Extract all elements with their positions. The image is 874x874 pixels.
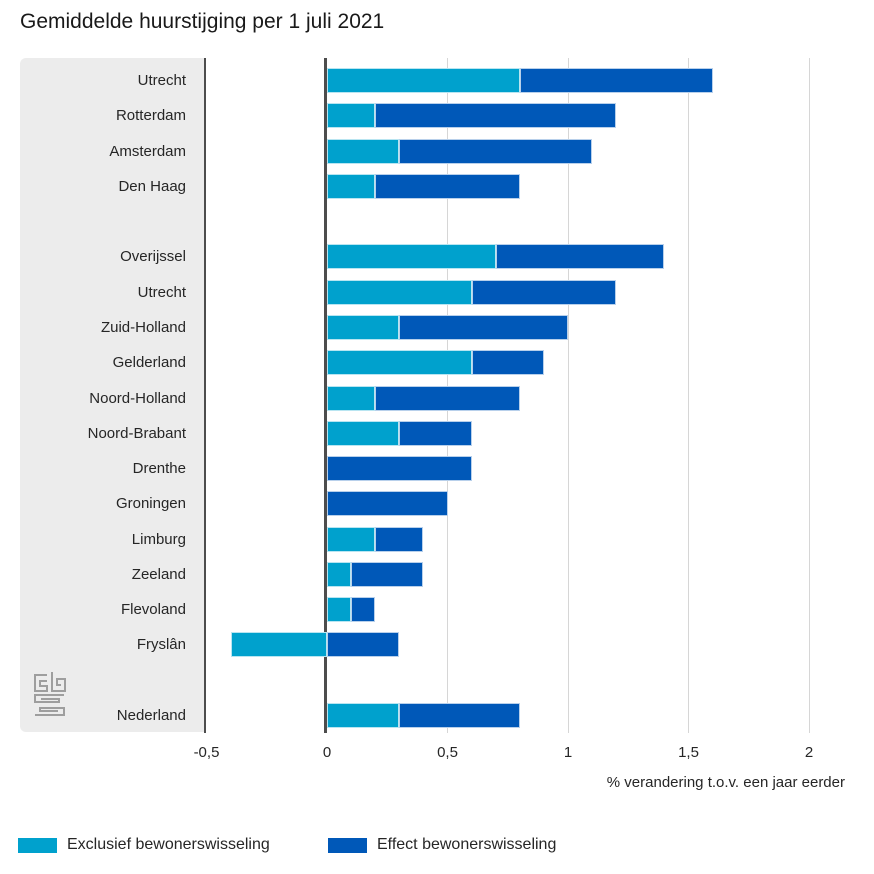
bar-effect [472,350,544,375]
bar-effect [399,315,568,340]
bar-effect [375,527,423,552]
x-tick-label: 0 [322,744,332,761]
category-label: Rotterdam [115,107,186,125]
bar-exclusief [327,174,375,199]
bar-exclusief [327,562,351,587]
chart-title: Gemiddelde huurstijging per 1 juli 2021 [20,10,385,33]
bar-effect [399,421,471,446]
bar-exclusief [327,280,472,305]
category-label: Limburg [131,530,186,548]
category-label: Overijssel [120,248,186,266]
category-label: Utrecht [137,283,186,301]
bar-effect [520,68,713,93]
legend [0,836,874,858]
category-label: Zeeland [131,565,186,583]
bar-exclusief [327,527,375,552]
category-label: Noord-Holland [89,389,186,407]
legend-item-effect[interactable] [328,836,556,854]
cbs-logo-icon [33,672,66,716]
category-label: Den Haag [118,177,186,195]
bar-exclusief [327,350,472,375]
bar-exclusief [327,421,399,446]
bar-effect [351,597,375,622]
legend-swatch-exclusief-icon [18,838,57,853]
bar-effect [375,386,520,411]
bar-effect [375,103,616,128]
bar-exclusief [327,68,520,93]
category-label: Nederland [116,707,186,725]
legend-item-label: Effect bewonerswisseling [377,836,557,853]
x-tick-label: 1,5 [678,744,699,761]
bar-exclusief [327,597,351,622]
y-axis-line [204,58,206,733]
x-tick-label: 0,5 [437,744,458,761]
bar-effect [496,244,665,269]
bar-effect [399,139,592,164]
category-label: Gelderland [112,354,186,372]
x-tick-label: 2 [804,744,814,761]
category-label: Drenthe [132,460,186,478]
bar-exclusief [231,632,327,657]
category-label: Fryslân [136,636,186,654]
bar-exclusief [327,103,375,128]
bar-effect [351,562,423,587]
category-label: Amsterdam [109,142,186,160]
bar-effect [327,632,399,657]
category-label: Groningen [115,495,186,513]
bar-exclusief [327,139,399,164]
bar-exclusief [327,315,399,340]
legend-swatch-effect-icon [328,838,367,853]
bar-exclusief [327,703,399,728]
category-label: Utrecht [137,72,186,89]
bar-effect [327,456,472,481]
x-tick-label: -0,5 [193,744,220,761]
legend-item-label: Exclusief bewonerswisseling [67,836,270,853]
bar-exclusief [327,244,496,269]
bar-effect [399,703,520,728]
x-axis-title: % verandering t.o.v. een jaar eerder [606,774,845,791]
bar-exclusief [327,386,375,411]
x-tick-label: 1 [563,744,573,761]
bar-effect [327,491,448,516]
category-label: Flevoland [120,601,186,619]
gridline [688,58,689,733]
gridline [809,58,810,733]
category-label: Noord-Brabant [87,424,186,442]
category-label: Zuid-Holland [100,318,186,336]
legend-item-exclusief[interactable] [18,836,270,854]
bar-effect [375,174,520,199]
bar-effect [472,280,617,305]
